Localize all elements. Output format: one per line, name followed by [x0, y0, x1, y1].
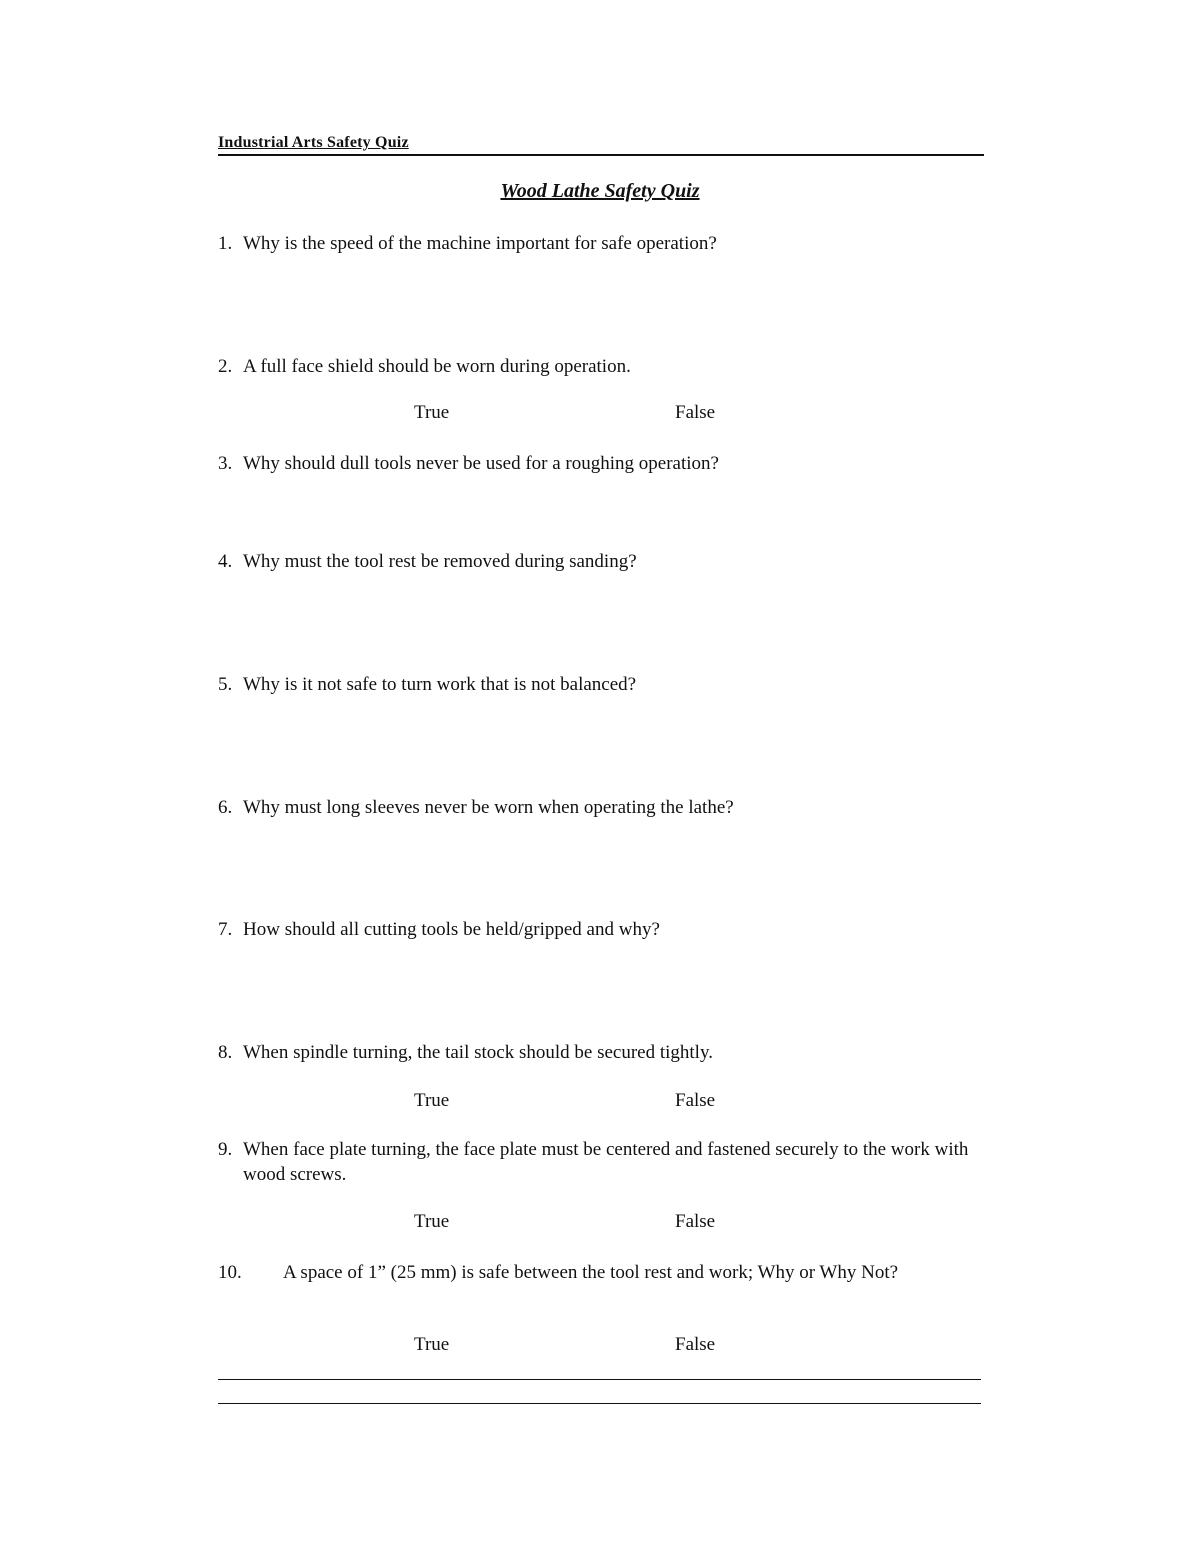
- question-1: [218, 231, 978, 256]
- answer-line[interactable]: [218, 1379, 981, 1380]
- question-text: Why should dull tools never be used for a roughing operation?: [243, 453, 719, 474]
- question-5: [218, 672, 978, 697]
- header-title: Industrial Arts Safety Quiz: [218, 134, 409, 151]
- question-number: 10.: [218, 1262, 242, 1283]
- question-text: Why must long sleeves never be worn when operating the lathe?: [243, 797, 734, 818]
- question-number: 8.: [218, 1042, 233, 1063]
- question-10: [218, 1260, 978, 1285]
- question-number: 4.: [218, 551, 233, 572]
- document-header: [218, 132, 984, 156]
- question-text: A space of 1” (25 mm) is safe between the tool rest and work; Why or Why Not?: [283, 1262, 899, 1283]
- question-9: [218, 1137, 978, 1187]
- question-8: [218, 1040, 978, 1065]
- question-text: Why must the tool rest be removed during sanding?: [243, 551, 637, 572]
- true-option-8[interactable]: True: [414, 1090, 450, 1111]
- false-option-8[interactable]: False: [675, 1090, 716, 1111]
- quiz-title: Wood Lathe Safety Quiz: [500, 180, 700, 202]
- question-number: 1.: [218, 233, 233, 254]
- question-text: When face plate turning, the face plate must be centered and fastened securely to the work with wood screws.: [243, 1139, 969, 1185]
- question-text: A full face shield should be worn during operation.: [243, 356, 631, 377]
- answer-line[interactable]: [218, 1403, 981, 1404]
- question-3: [218, 451, 978, 476]
- question-7: [218, 917, 978, 942]
- question-number: 9.: [218, 1139, 233, 1160]
- question-text: Why is the speed of the machine important for safe operation?: [243, 233, 717, 254]
- question-text: How should all cutting tools be held/gripped and why?: [243, 919, 660, 940]
- question-number: 5.: [218, 674, 233, 695]
- question-2: [218, 354, 978, 379]
- true-option-9[interactable]: True: [414, 1211, 450, 1232]
- question-text: When spindle turning, the tail stock should be secured tightly.: [243, 1042, 713, 1063]
- question-number: 7.: [218, 919, 233, 940]
- false-option-9[interactable]: False: [675, 1211, 716, 1232]
- false-option-10[interactable]: False: [675, 1334, 716, 1355]
- question-6: [218, 795, 978, 820]
- question-number: 3.: [218, 453, 233, 474]
- false-option-2[interactable]: False: [675, 402, 716, 423]
- question-number: 6.: [218, 797, 233, 818]
- true-option-10[interactable]: True: [414, 1334, 450, 1355]
- question-text: Why is it not safe to turn work that is not balanced?: [243, 674, 637, 695]
- question-number: 2.: [218, 356, 233, 377]
- question-4: [218, 549, 978, 574]
- true-option-2[interactable]: True: [414, 402, 450, 423]
